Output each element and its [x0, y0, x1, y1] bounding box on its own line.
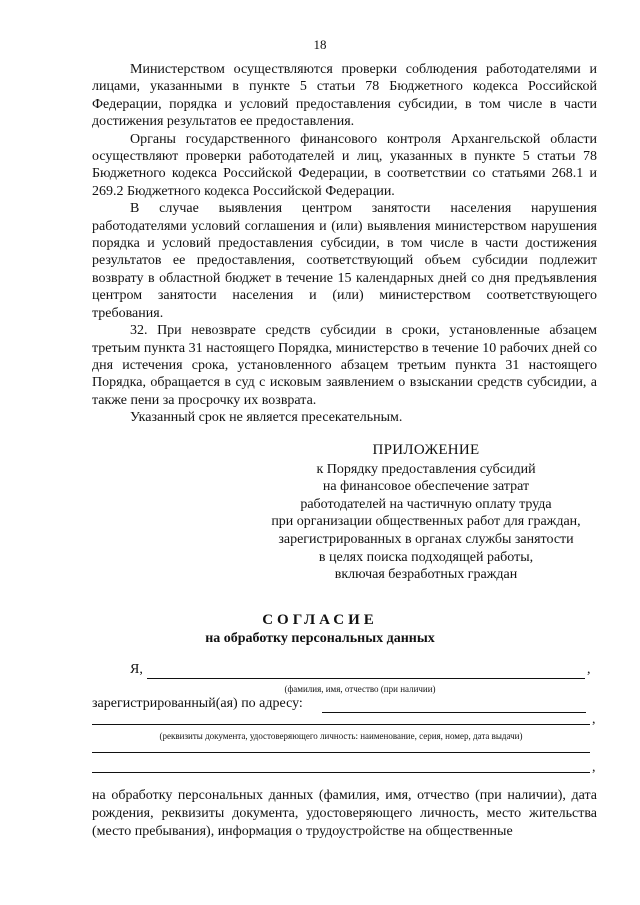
- consent-title: СОГЛАСИЕ: [262, 612, 378, 628]
- paragraph-ministry-checks: Министерством осуществляются проверки соблюдения работодателями и лицами, указанными в пункте 5 статьи 78 Бюджетного кодекса Российской Федерации, порядка и условий предоставления субсидии, в том числе в части достижения результатов ее предоставления.: [92, 62, 597, 130]
- page-number: 18: [313, 37, 327, 52]
- paragraph-point-32: 32. При невозврате средств субсидии в сроки, установленные абзацем третьим пункта 31 настоящего Порядка, министерство в течение 10 рабочих дней со дня истечения срока, установленного абзацем третьим пункта 31 настоящего Порядка, обращается в суд с исковым заявлением о взыскании средств субсидии, а также пени за просрочку их возврата.: [92, 323, 597, 408]
- document-details-comma: ,: [592, 760, 596, 775]
- address-field-line[interactable]: [322, 712, 586, 713]
- appendix-line: на финансовое обеспечение затрат: [322, 479, 530, 495]
- appendix-heading: ПРИЛОЖЕНИЕ: [372, 442, 480, 458]
- appendix-line: зарегистрированных в органах службы занятости: [278, 531, 574, 547]
- appendix-line: в целях поиска подходящей работы,: [318, 549, 534, 565]
- registered-address-label: зарегистрированный(ая) по адресу:: [92, 696, 303, 711]
- document-details-line[interactable]: [92, 752, 590, 753]
- paragraph-violation-return: В случае выявления центром занятости населения нарушения работодателями условий соглашения и (или) выявления министерством нарушения порядка и условий предоставления субсидии, в том числе в части достижения результатов ее предоставления, соответствующий объем субсидии подлежит возврату в областной бюджет в течение 15 календарных дней со дня предъявления центром занятости населения и (или) министерством соответствующего требования.: [92, 201, 597, 321]
- name-field-line[interactable]: [147, 678, 585, 679]
- document-details-caption: (реквизиты документа, удостоверяющего личность: наименование, серия, номер, дата выдачи): [159, 731, 523, 741]
- name-field-comma: ,: [587, 662, 591, 677]
- name-field-caption: (фамилия, имя, отчество (при наличии): [284, 684, 436, 694]
- appendix-line: при организации общественных работ для граждан,: [271, 514, 581, 530]
- appendix-line: к Порядку предоставления субсидий: [316, 461, 536, 477]
- address-field-comma: ,: [592, 712, 596, 727]
- paragraph-term-note: Указанный срок не является пресекательным.: [130, 410, 403, 426]
- i-label: Я,: [130, 662, 143, 677]
- main-text: [92, 61, 597, 427]
- consent-subtitle: на обработку персональных данных: [205, 631, 435, 646]
- processing-consent-text: на обработку персональных данных (фамилия, имя, отчество (при наличии), дата рождения, реквизиты документа, удостоверяющего личность, место жительства (место пребывания), информация о трудоустройстве на общественные: [92, 788, 597, 839]
- appendix-line: работодателей на частичную оплату труда: [300, 496, 552, 512]
- appendix-block: [250, 442, 602, 584]
- document-details-line-2[interactable]: [92, 772, 590, 773]
- address-field-line-2[interactable]: [92, 724, 590, 725]
- paragraph-financial-control: Органы государственного финансового контроля Архангельской области осуществляют проверки работодателей и лиц, указанных в пункте 5 статьи 78 Бюджетного кодекса Российской Федерации, в соответствии со статьями 268.1 и 269.2 Бюджетного кодекса Российской Федерации.: [92, 131, 597, 199]
- appendix-line: включая безработных граждан: [334, 567, 518, 583]
